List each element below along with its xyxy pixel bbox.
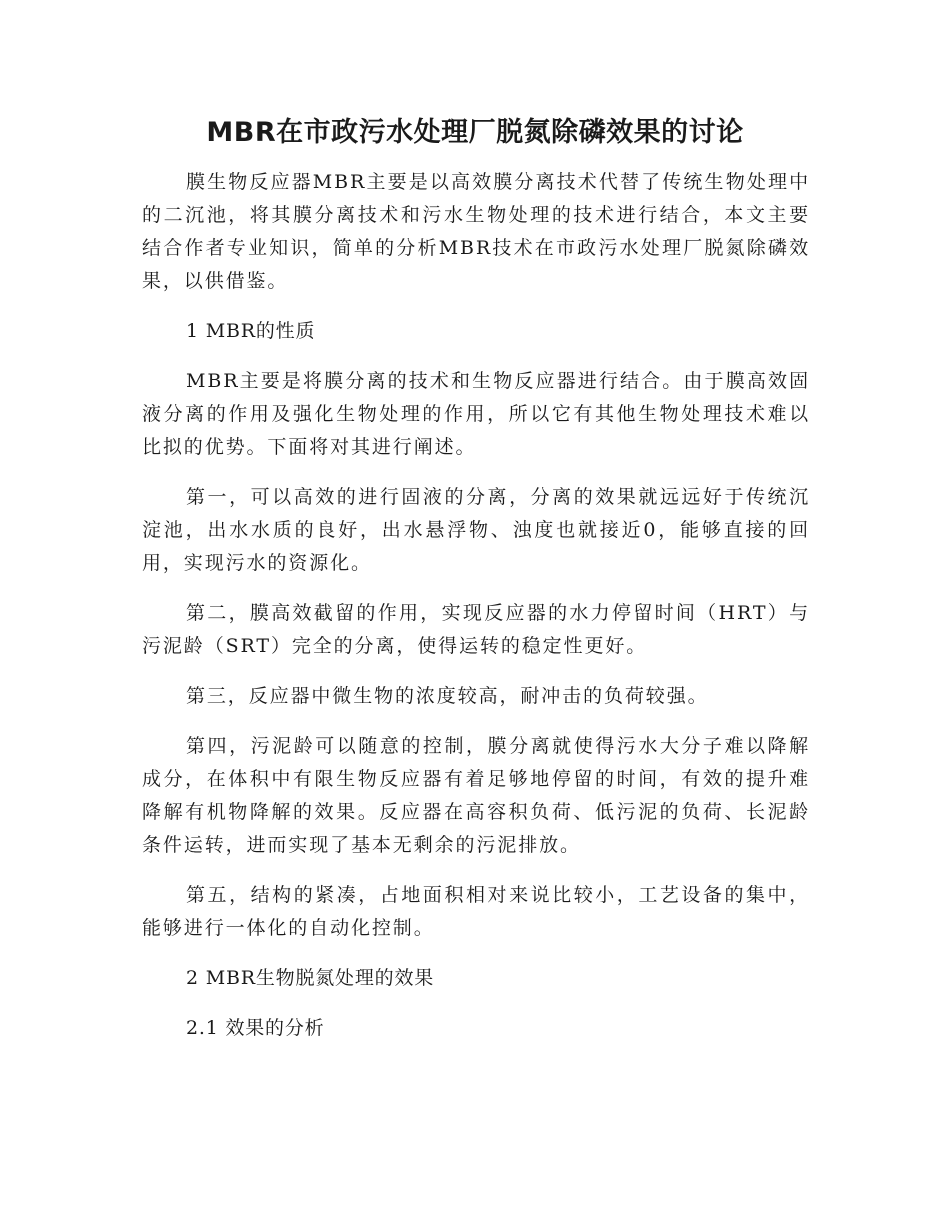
paragraph-mbr-overview: MBR主要是将膜分离的技术和生物反应器进行结合。由于膜高效固液分离的作用及强化生物处理的作用，所以它有其他生物处理技术难以比拟的优势。下面将对其进行阐述。 (142, 370, 810, 458)
document-body (142, 166, 810, 1062)
paragraph-point-4: 第四，污泥龄可以随意的控制，膜分离就使得污水大分子难以降解成分，在体积中有限生物反应器有着足够地停留的时间，有效的提升难降解有机物降解的效果。反应器在高容积负荷、低污泥的负荷、长泥龄条件运转，进而实现了基本无剩余的污泥排放。 (142, 735, 810, 856)
paragraph-intro: 膜生物反应器MBR主要是以高效膜分离技术代替了传统生物处理中的二沉池，将其膜分离技术和污水生物处理的技术进行结合，本文主要结合作者专业知识，简单的分析MBR技术在市政污水处理厂脱氮除磷效果，以供借鉴。 (142, 171, 810, 292)
paragraph-point-5: 第五，结构的紧凑，占地面积相对来说比较小，工艺设备的集中，能够进行一体化的自动化控制。 (142, 884, 810, 939)
document-title: MBR在市政污水处理厂脱氮除磷效果的讨论 (206, 117, 744, 148)
paragraph-point-3: 第三，反应器中微生物的浓度较高，耐冲击的负荷较强。 (186, 685, 709, 707)
section-heading-2: 2 MBR生物脱氮处理的效果 (186, 967, 435, 989)
subsection-heading-2-1: 2.1 效果的分析 (186, 1017, 325, 1039)
paragraph-point-2: 第二，膜高效截留的作用，实现反应器的水力停留时间（HRT）与污泥龄（SRT）完全的分离，使得运转的稳定性更好。 (142, 602, 810, 657)
paragraph-point-1: 第一，可以高效的进行固液的分离，分离的效果就远远好于传统沉淀池，出水水质的良好，出水悬浮物、浊度也就接近0，能够直接的回用，实现污水的资源化。 (142, 486, 810, 574)
section-heading-1: 1 MBR的性质 (186, 320, 316, 342)
